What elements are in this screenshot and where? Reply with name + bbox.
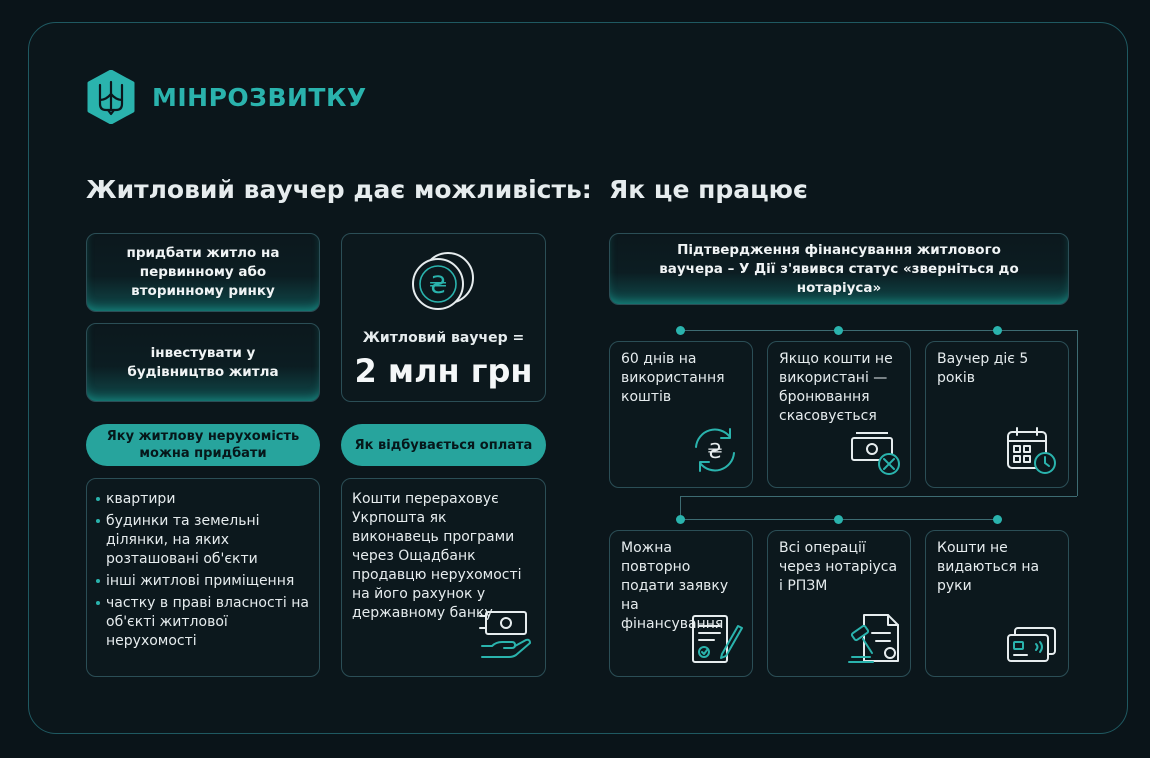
voucher-amount: 2 млн грн	[354, 352, 533, 390]
option-card-invest	[86, 323, 320, 402]
connector-line	[1077, 330, 1078, 496]
svg-text:₴: ₴	[707, 439, 723, 463]
svg-text:₴: ₴	[428, 271, 448, 299]
payment-text: Кошти перераховує Укрпошта як виконавець програми через Ощадбанк продавцю нерухомості на його рахунок у державному банку	[352, 491, 522, 621]
voucher-card	[341, 233, 546, 402]
voucher-label: Житловий ваучер =	[362, 330, 525, 346]
step-text: Всі операції через нотаріуса і РПЗМ	[779, 540, 898, 594]
option-card-text: придбати житло на первинному або вторинному ринку	[126, 245, 280, 299]
step-text: Кошти не видаються на руки	[937, 540, 1040, 594]
financing-confirmation-text: Підтвердження фінансування житлового ваучера – У Дії з'явився статус «зверніться до нотаріуса»	[659, 241, 1019, 296]
connector-dot	[834, 515, 843, 524]
hryvnia-coins-icon	[408, 250, 480, 312]
step-text: 60 днів на використання коштів	[621, 351, 725, 405]
card-icon	[1005, 624, 1059, 666]
step-text: Якщо кошти не використані — бронювання скасовується	[779, 351, 893, 424]
step-text: Можна повторно подати заявку на фінансування	[621, 540, 729, 632]
trident-logo-icon	[86, 70, 136, 124]
right-heading: Як це працює	[609, 175, 808, 204]
list-item: будинки та земельні ділянки, на яких розташовані об'єкти	[96, 512, 318, 569]
logo-text: МІНРОЗВИТКУ	[152, 82, 367, 112]
connector-dot	[676, 326, 685, 335]
option-card-buy	[86, 233, 320, 312]
connector-dot	[993, 515, 1002, 524]
connector-dot	[834, 326, 843, 335]
financing-confirmation-card	[609, 233, 1069, 305]
calendar-clock-icon	[1005, 425, 1059, 477]
left-heading: Житловий ваучер дає можливість:	[86, 175, 592, 204]
list-item: квартири	[96, 490, 318, 509]
list-item: частку в праві власності на об'єкті житлової нерухомості	[96, 594, 318, 651]
hryvnia-cycle-icon	[688, 425, 742, 475]
property-types-pill: Яку житлову нерухомість можна придбати	[86, 424, 320, 466]
property-list	[96, 490, 318, 654]
notary-gavel-icon	[846, 611, 904, 667]
option-card-text: інвестувати у будівництво житла	[127, 344, 279, 380]
document-sign-icon	[690, 612, 744, 666]
connector-line	[680, 496, 1077, 497]
connector-dot	[993, 326, 1002, 335]
money-hand-icon	[478, 606, 534, 662]
cancelled-money-icon	[848, 428, 904, 478]
logo	[86, 70, 367, 124]
connector-dot	[676, 515, 685, 524]
payment-pill: Як відбувається оплата	[341, 424, 546, 466]
step-text: Ваучер діє 5 років	[937, 351, 1029, 386]
list-item: інші житлові приміщення	[96, 572, 318, 591]
connector-line	[680, 330, 1077, 331]
